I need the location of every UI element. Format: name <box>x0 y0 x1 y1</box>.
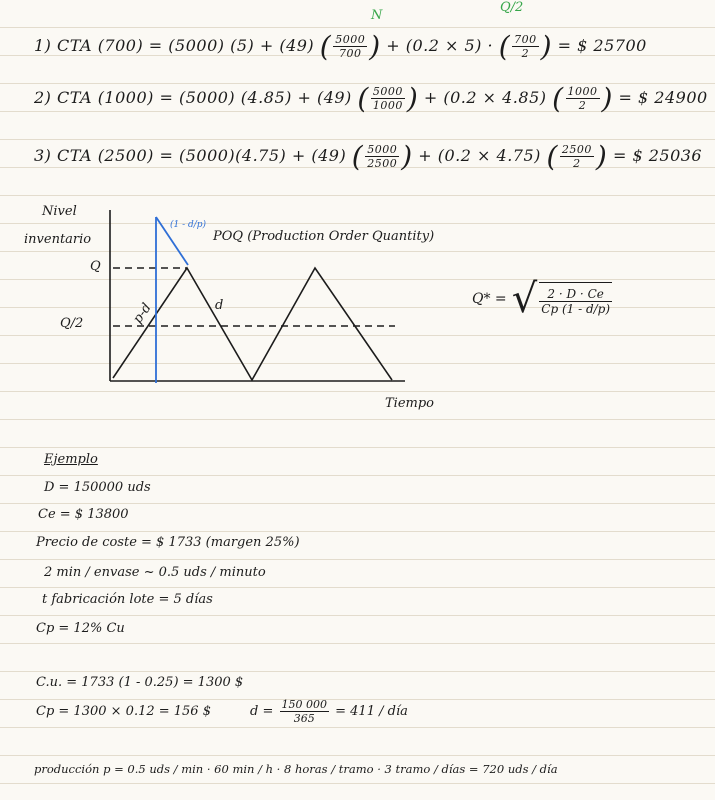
example-line-3: Precio de coste = $ 1733 (margen 25%) <box>36 535 300 550</box>
equation-2-lhs: 2) CTA (1000) = (5000) (4.85) + (49) <box>34 88 352 107</box>
graph-rate-label: p-d <box>130 300 155 327</box>
equation-2-fraction-1: $\frac{5000}{1000}$ <box>372 85 403 112</box>
example-line-4: 2 min / envase ~ 0.5 uds / minuto <box>44 565 266 580</box>
q-half-annotation: Q/2 <box>500 0 524 15</box>
example-line-2: Ce = $ 13800 <box>38 507 129 522</box>
equation-2-mid: + (0.2 × 4.85) <box>423 88 547 107</box>
unit-cost-calc: C.u. = 1733 (1 - 0.25) = 1300 $ <box>36 675 244 690</box>
equation-2-result: = $ 24900 <box>618 88 708 107</box>
equation-1-fraction-2: $\frac{700}{2}$ <box>514 33 537 60</box>
demand-rate-rhs: = 411 / día <box>335 704 408 719</box>
graph-title: POQ (Production Order Quantity) <box>213 229 435 244</box>
production-rate-calc: producción p = 0.5 uds / min · 60 min / h · 8 horas / tramo · 3 tramo / días = 720 uds / día <box>34 762 558 776</box>
equation-1-result: = $ 25700 <box>557 36 647 55</box>
graph-d-label: d <box>215 298 224 313</box>
example-heading: Ejemplo <box>44 452 98 467</box>
q-star-formula: Q* = √ $\frac{2 \cdot D \cdot Ce}{Cp (1 - d/p)}$ <box>472 276 611 322</box>
example-line-1: D = 150000 uds <box>44 480 151 495</box>
equation-1-mid: + (0.2 × 5) · <box>386 36 494 55</box>
n-annotation: N <box>371 8 383 23</box>
equation-2: 2) CTA (1000) = (5000) (4.85) + (49) ( $\frac{5000}{1000}$ ) + (0.2 × 4.85) ( $\frac{1000}{2}$ ) = $ 24900 <box>34 82 708 115</box>
graph-callout-label: (1 - d/p) <box>170 220 207 230</box>
holding-cost-calc: Cp = 1300 × 0.12 = 156 $ <box>36 704 211 719</box>
formula-lhs: Q* = <box>472 291 507 307</box>
graph-q-label: Q <box>90 259 101 274</box>
equation-2-fraction-2: $\frac{1000}{2}$ <box>567 85 598 112</box>
equation-3: 3) CTA (2500) = (5000)(4.75) + (49) ( $\frac{5000}{2500}$ ) + (0.2 × 4.75) ( $\frac{2500}{2}$ ) = $ 25036 <box>34 140 703 173</box>
equation-3-mid: + (0.2 × 4.75) <box>418 146 541 165</box>
demand-rate-lhs: d = <box>250 704 274 719</box>
formula-fraction: $\frac{2 \cdot D \cdot Ce}{Cp (1 - d/p)}$ <box>539 282 612 316</box>
demand-rate-fraction: $\frac{150 000}{365}$ <box>281 698 327 725</box>
graph-q-half-label: Q/2 <box>60 316 84 331</box>
equation-1-lhs: 1) CTA (700) = (5000) (5) + (49) <box>34 36 315 55</box>
equation-3-result: = $ 25036 <box>612 146 703 165</box>
inventory-sawtooth-line <box>113 268 392 380</box>
equation-3-fraction-2: $\frac{2500}{2}$ <box>561 143 592 170</box>
graph-x-label: Tiempo <box>385 396 434 411</box>
equation-1: 1) CTA (700) = (5000) (5) + (49) ( $\frac{5000}{700}$ ) + (0.2 × 5) · ( $\frac{700}{2}$ ) = $ 25700 <box>34 30 647 63</box>
equation-3-lhs: 3) CTA (2500) = (5000)(4.75) + (49) <box>34 146 347 165</box>
equation-3-fraction-1: $\frac{5000}{2500}$ <box>367 143 398 170</box>
example-line-6: Cp = 12% Cu <box>36 621 125 636</box>
graph-y-label-2: inventario <box>24 232 92 247</box>
graph-y-label-1: Nivel <box>42 204 77 219</box>
demand-rate-calc <box>250 698 408 725</box>
equation-1-fraction-1: $\frac{5000}{700}$ <box>335 33 366 60</box>
example-line-5: t fabricación lote = 5 días <box>42 592 213 607</box>
